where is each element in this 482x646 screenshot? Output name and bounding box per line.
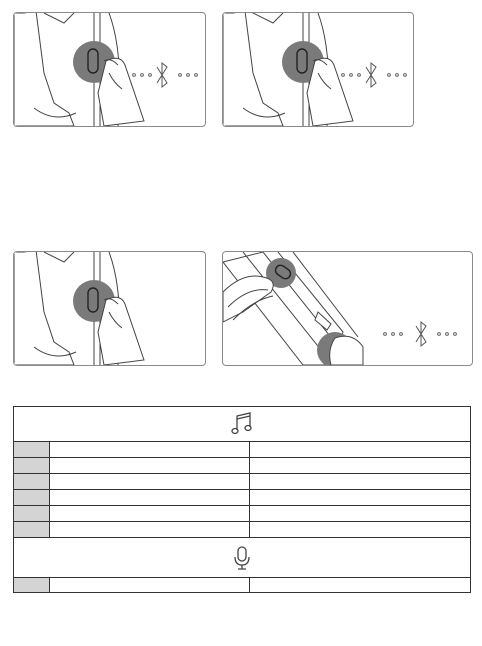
table-row bbox=[14, 457, 470, 473]
table-cell-key bbox=[14, 490, 50, 505]
dots-left bbox=[342, 74, 361, 77]
table-row bbox=[14, 505, 470, 521]
illustration-press-button-3 bbox=[13, 251, 206, 366]
dots-right bbox=[179, 74, 198, 77]
table-cell-action bbox=[50, 522, 250, 537]
table-cell-key bbox=[14, 458, 50, 473]
headphone-hand-drawing bbox=[223, 13, 413, 126]
table-cell-action bbox=[50, 490, 250, 505]
music-section-header bbox=[14, 407, 470, 441]
table-cell-function bbox=[250, 522, 470, 537]
table-cell-key bbox=[14, 442, 50, 457]
headphone-hand-drawing bbox=[14, 252, 205, 365]
dots-left bbox=[133, 74, 152, 77]
table-cell-action bbox=[50, 458, 250, 473]
table-cell-action bbox=[50, 506, 250, 521]
bluetooth-icon bbox=[416, 322, 426, 346]
dots-right bbox=[438, 333, 457, 336]
table-cell-function bbox=[250, 490, 470, 505]
table-cell-key bbox=[14, 522, 50, 537]
microphone-icon bbox=[233, 546, 251, 570]
call-section-header bbox=[14, 537, 470, 577]
dots-right bbox=[388, 74, 407, 77]
table-cell-function bbox=[250, 474, 470, 489]
table-cell-function bbox=[250, 442, 470, 457]
bluetooth-icon bbox=[366, 63, 376, 87]
bluetooth-icon bbox=[157, 63, 167, 87]
controls-table bbox=[13, 406, 471, 593]
headphone-two-hands-drawing bbox=[223, 252, 472, 365]
table-cell-function bbox=[250, 458, 470, 473]
table-row bbox=[14, 577, 470, 592]
table-cell-key bbox=[14, 578, 50, 592]
table-row bbox=[14, 521, 470, 537]
table-row bbox=[14, 441, 470, 457]
dots-left bbox=[384, 333, 403, 336]
table-row bbox=[14, 489, 470, 505]
illustration-press-button-2 bbox=[222, 12, 414, 127]
table-cell-action bbox=[50, 578, 250, 592]
table-cell-key bbox=[14, 506, 50, 521]
table-cell-action bbox=[50, 474, 250, 489]
illustration-press-button-1 bbox=[13, 12, 206, 127]
table-cell-action bbox=[50, 442, 250, 457]
table-cell-key bbox=[14, 474, 50, 489]
table-cell-function bbox=[250, 506, 470, 521]
headphone-hand-drawing bbox=[14, 13, 205, 126]
music-note-icon bbox=[231, 412, 253, 436]
table-cell-function bbox=[250, 578, 470, 592]
table-row bbox=[14, 473, 470, 489]
illustration-press-two-buttons bbox=[222, 251, 473, 366]
